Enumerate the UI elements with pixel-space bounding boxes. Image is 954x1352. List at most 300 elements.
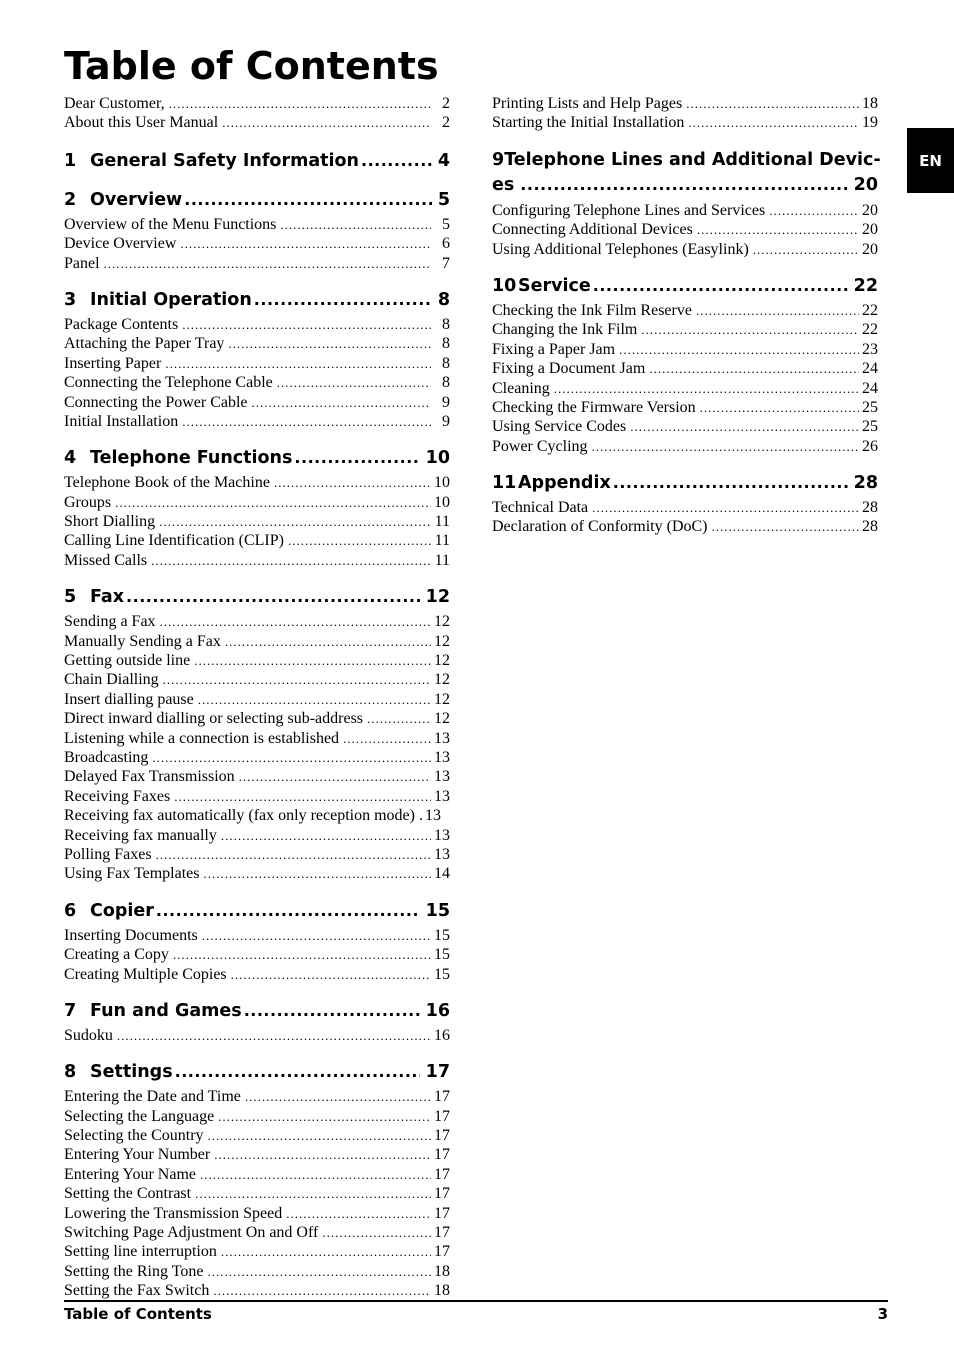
dot-leader [207,1262,431,1281]
dot-leader [182,315,431,334]
dot-leader [195,1184,431,1203]
toc-entry-label: Setting the Contrast [64,1185,192,1203]
toc-entry-page: 9 [442,393,450,411]
toc-entry-label: Delayed Fax Transmission [64,768,235,786]
toc-entry[interactable] [64,1126,450,1145]
chapter-number: 2 [64,189,77,210]
toc-entry-label: Sending a Fax [64,613,156,631]
toc-entry-page: 16 [434,1026,450,1044]
toc-entry[interactable] [492,398,878,417]
toc-entry-label: Calling Line Identification (CLIP) [64,532,284,550]
toc-entry-page: 13 [434,787,450,805]
toc-entry-label: Groups [64,493,112,511]
toc-entry[interactable] [64,651,450,670]
dot-leader [182,412,431,431]
toc-entry[interactable] [64,512,450,531]
dot-leader [343,729,431,748]
dot-leader [203,864,431,883]
toc-entry[interactable] [64,393,450,412]
dot-leader [184,188,432,212]
toc-entry[interactable] [64,945,450,964]
toc-entry[interactable] [64,493,450,512]
dot-leader [151,551,431,570]
toc-entry[interactable] [64,315,450,334]
chapter-title: Fax [90,587,125,608]
toc-entry-page: 17 [434,1165,450,1183]
chapter-number: 3 [64,289,77,310]
toc-entry-label: Entering Your Name [64,1165,196,1183]
toc-entry[interactable] [64,1262,450,1281]
dot-leader [156,845,431,864]
toc-entry-label: Creating a Copy [64,946,169,964]
toc-entry-label: Starting the Initial Installation [492,114,685,132]
chapter-number: 8 [64,1062,77,1083]
toc-entry[interactable] [492,301,878,320]
toc-entry[interactable] [64,767,450,786]
chapter-title: Appendix [518,473,611,494]
chapter-page: 5 [437,189,450,210]
toc-entry-page: 12 [434,690,450,708]
dot-leader [115,493,431,512]
toc-entry[interactable] [64,412,450,431]
dot-leader [169,94,431,113]
toc-entry[interactable] [64,845,450,864]
toc-entry-label: Inserting Documents [64,926,198,944]
toc-entry-page: 8 [442,374,450,392]
toc-entry-page: 22 [862,321,878,339]
toc-entry-label: Device Overview [64,235,177,253]
toc-entry[interactable] [492,498,878,517]
toc-chapter[interactable] [492,148,881,198]
toc-entry[interactable] [492,517,878,536]
toc-entry[interactable] [64,729,450,748]
toc-entry-page: 15 [434,965,450,983]
toc-entry[interactable] [64,632,450,651]
toc-entry-page: 18 [434,1282,450,1300]
toc-entry-page: 6 [442,235,450,253]
toc-entry-page: 12 [434,613,450,631]
toc-entry[interactable] [64,806,450,825]
chapter-page: 17 [425,1062,450,1083]
dot-leader [221,826,431,845]
chapter-number: 6 [64,900,77,921]
toc-entry[interactable] [64,334,450,353]
toc-entry-page: 13 [434,768,450,786]
toc-entry-label: Setting the Ring Tone [64,1262,204,1280]
toc-entry-label: Setting the Fax Switch [64,1282,210,1300]
dot-leader [361,149,432,173]
chapter-page: 20 [853,174,878,195]
footer-title: Table of Contents [64,1305,212,1323]
toc-entry-label: Dear Customer, [64,95,165,112]
dot-leader [280,215,431,234]
toc-entry-page: 12 [434,710,450,728]
toc-entry-label: Initial Installation [64,412,179,430]
toc-entry[interactable] [64,1223,450,1242]
dot-leader [277,373,431,392]
dot-leader [126,585,420,609]
footer-page-number: 3 [877,1305,888,1323]
toc-entry-page: 17 [434,1224,450,1242]
toc-entry-label: Receiving Faxes [64,787,171,805]
dot-leader [696,301,859,320]
dot-leader [244,999,420,1023]
toc-entry-label: About this User Manual [64,114,219,132]
dot-leader [712,517,860,536]
chapter-page: 4 [437,150,450,171]
footer-divider [64,1300,888,1302]
chapter-page: 15 [425,900,450,921]
toc-chapter[interactable] [64,149,450,173]
dot-leader [753,240,859,259]
toc-entry-label: Receiving fax manually [64,826,217,844]
toc-entry-label: Entering the Date and Time [64,1088,241,1106]
dot-leader [239,767,431,786]
toc-entry-label: Fixing a Document Jam [492,360,646,378]
toc-entry-page: 17 [434,1185,450,1203]
chapter-number: 9 [492,149,505,170]
chapter-number: 7 [64,1000,77,1021]
dot-leader [180,234,431,253]
toc-entry-page: 23 [862,340,878,358]
toc-entry[interactable] [64,551,450,570]
toc-entry-page: 13 [424,807,441,825]
toc-entry-page: 13 [434,748,450,766]
toc-entry-label: Manually Sending a Fax [64,632,221,650]
dot-leader [160,612,431,631]
dot-leader [613,471,848,495]
chapter-title: Copier [90,900,154,921]
toc-entry[interactable] [64,670,450,689]
toc-entry-page: 13 [434,729,450,747]
page-title: Table of Contents [64,44,439,88]
toc-entry-label: Selecting the Language [64,1107,215,1125]
toc-entry-label: Selecting the Country [64,1127,204,1145]
toc-entry-label: Configuring Telephone Lines and Services [492,201,766,219]
toc-entry-page: 13 [434,845,450,863]
toc-entry-page: 28 [862,518,878,536]
chapter-title-line [492,172,878,198]
toc-entry[interactable] [492,220,878,239]
toc-entry-label: Printing Lists and Help Pages [492,95,683,112]
toc-entry-label: Panel [64,254,100,272]
toc-entry[interactable] [64,787,450,806]
dot-leader [619,340,859,359]
toc-entry-page: 25 [862,398,878,416]
toc-entry-page: 17 [434,1204,450,1222]
toc-entry-label: Using Additional Telephones (Easylink) [492,240,749,258]
toc-chapter[interactable] [492,274,878,298]
toc-entry-page: 2 [442,114,450,132]
chapter-page: 16 [425,1000,450,1021]
page-footer [64,1304,888,1324]
toc-entry-label: Cleaning [492,379,550,397]
toc-entry[interactable] [64,113,450,132]
dot-leader [554,379,859,398]
dot-leader [208,1126,431,1145]
toc-entry-label: Telephone Book of the Machine [64,474,270,492]
chapter-title: Settings [90,1062,173,1083]
dot-leader [322,1223,431,1242]
toc-entry-label: Package Contents [64,315,179,333]
chapter-title: Telephone Functions [90,448,293,469]
toc-entry[interactable] [64,965,450,984]
dot-leader [592,498,859,517]
toc-entry[interactable] [492,359,878,378]
toc-entry[interactable] [492,437,878,456]
toc-entry[interactable] [64,354,450,373]
toc-entry-label: Broadcasting [64,748,149,766]
chapter-page: 12 [425,587,450,608]
toc-entry-label: Connecting the Power Cable [64,393,248,411]
toc-entry-page: 11 [434,513,450,531]
dot-leader [173,945,431,964]
toc-entry-page: 28 [862,499,878,517]
chapter-page: 28 [853,473,878,494]
toc-entry[interactable] [64,234,450,253]
toc-entry[interactable] [64,531,450,550]
toc-entry-page: 15 [434,946,450,964]
dot-leader [198,690,431,709]
toc-entry[interactable] [64,1184,450,1203]
toc-chapter[interactable] [492,471,878,495]
toc-entry[interactable] [64,864,450,883]
chapter-page: 22 [853,275,878,296]
toc-entry-label: Short Dialling [64,513,156,531]
toc-entry-page: 10 [434,493,450,511]
toc-entry[interactable] [64,826,450,845]
toc-entry-label: Using Fax Templates [64,865,200,883]
chapter-page: 8 [437,289,450,310]
dot-leader [152,748,431,767]
dot-leader [231,965,431,984]
toc-entry-label: Technical Data [492,499,589,517]
dot-leader [225,632,431,651]
dot-leader [104,254,431,273]
toc-chapter[interactable] [64,446,450,470]
toc-entry-label: Switching Page Adjustment On and Off [64,1224,319,1242]
toc-entry-label: Connecting Additional Devices [492,221,693,239]
chapter-title-line [492,148,881,172]
toc-entry-page: 12 [434,671,450,689]
toc-entry-page: 2 [442,95,450,112]
toc-entry-page: 8 [442,354,450,372]
dot-leader [117,1026,431,1045]
toc-entry[interactable] [64,473,450,492]
dot-leader [163,670,431,689]
toc-entry-label: Direct inward dialling or selecting sub-address [64,710,364,728]
chapter-title: Overview [90,189,183,210]
toc-entry-label: Sudoku [64,1026,113,1044]
dot-leader [200,1165,431,1184]
toc-entry-page: 20 [862,201,878,219]
chapter-title-continued: es [492,174,515,195]
toc-entry[interactable] [64,215,450,234]
toc-entry-page: 20 [862,240,878,258]
toc-entry-label: Polling Faxes [64,845,152,863]
toc-entry-label: Getting outside line [64,652,191,670]
toc-entry-page: 11 [434,551,450,569]
toc-entry-page: 11 [434,532,450,550]
toc-entry-page: 12 [434,652,450,670]
toc-entry-page: 26 [862,437,878,455]
dot-leader [254,288,432,312]
chapter-title: General Safety Information [90,150,359,171]
toc-entry[interactable] [64,1145,450,1164]
dot-leader [274,473,431,492]
dot-leader [228,334,431,353]
dot-leader [520,172,847,198]
toc-entry[interactable] [492,379,878,398]
toc-entry[interactable] [64,1281,450,1300]
chapter-title: Telephone Lines and Additional Devic- [504,149,881,170]
toc-entry[interactable] [492,201,878,220]
toc-entry-label: Changing the Ink Film [492,321,638,339]
dot-leader [159,512,431,531]
toc-chapter[interactable] [64,899,450,923]
toc-entry-label: Power Cycling [492,437,588,455]
dot-leader [697,220,859,239]
toc-entry[interactable] [64,94,450,113]
toc-entry-label: Checking the Ink Film Reserve [492,301,692,319]
toc-entry-page: 8 [442,315,450,333]
dot-leader [367,709,431,728]
toc-entry-label: Overview of the Menu Functions [64,215,277,233]
toc-chapter[interactable] [64,999,450,1023]
toc-entry-label: Missed Calls [64,551,148,569]
dot-leader [214,1145,431,1164]
toc-entry[interactable] [492,320,878,339]
dot-leader [213,1281,431,1300]
dot-leader [286,1204,431,1223]
dot-leader [641,320,859,339]
dot-leader [630,417,859,436]
dot-leader [202,926,431,945]
toc-entry[interactable] [64,612,450,631]
toc-entry[interactable] [64,254,450,273]
chapter-number: 10 [492,275,517,296]
dot-leader [156,899,420,923]
toc-entry-page: 18 [862,95,878,112]
toc-entry-page: 20 [862,221,878,239]
toc-entry-page: 9 [442,412,450,430]
toc-entry[interactable] [64,1026,450,1045]
toc-entry-page: 14 [434,865,450,883]
toc-entry-page: 22 [862,301,878,319]
toc-entry-page: 17 [434,1146,450,1164]
toc-entry-page: 15 [434,926,450,944]
toc-entry-page: 17 [434,1088,450,1106]
toc-entry-page: 17 [434,1107,450,1125]
dot-leader [769,201,859,220]
toc-entry[interactable] [492,340,878,359]
toc-entry[interactable] [492,113,878,132]
dot-leader [245,1087,431,1106]
toc-entry-label: Insert dialling pause [64,690,194,708]
chapter-page: 10 [425,448,450,469]
dot-leader [593,274,848,298]
language-tab: EN [907,128,954,193]
toc-entry-label: Listening while a connection is established [64,729,340,747]
chapter-number: 5 [64,587,77,608]
toc-entry-label: Setting line interruption [64,1243,217,1261]
dot-leader [218,1107,431,1126]
chapter-title: Initial Operation [90,289,252,310]
toc-entry[interactable] [64,690,450,709]
toc-entry-label: Using Service Codes [492,418,627,436]
toc-entry[interactable] [64,926,450,945]
toc-entry-page: 17 [434,1243,450,1261]
toc-entry-page: 12 [434,632,450,650]
dot-leader [649,359,859,378]
toc-entry-label: Chain Dialling [64,671,159,689]
toc-entry-label: Receiving fax automatically (fax only reception mode) . [64,807,423,825]
toc-left-column [64,94,450,1301]
dot-leader [175,1060,420,1084]
chapter-title: Fun and Games [90,1000,242,1021]
toc-entry-page: 5 [442,215,450,233]
chapter-number: 11 [492,473,517,494]
toc-chapter[interactable] [64,585,450,609]
dot-leader [174,787,431,806]
dot-leader [221,1242,431,1261]
dot-leader [700,398,859,417]
toc-entry[interactable] [64,1204,450,1223]
dot-leader [686,94,859,113]
dot-leader [194,651,431,670]
toc-right-column [492,94,881,537]
toc-entry-label: Entering Your Number [64,1146,211,1164]
toc-entry[interactable] [64,1107,450,1126]
toc-entry[interactable] [492,94,878,113]
toc-entry-page: 24 [862,360,878,378]
dot-leader [688,113,859,132]
toc-entry-page: 25 [862,418,878,436]
toc-entry[interactable] [64,1087,450,1106]
toc-chapter[interactable] [64,288,450,312]
toc-entry[interactable] [492,240,878,259]
toc-entry[interactable] [492,417,878,436]
toc-chapter[interactable] [64,188,450,212]
dot-leader [165,354,431,373]
toc-entry-page: 10 [434,474,450,492]
toc-entry-page: 17 [434,1127,450,1145]
toc-entry[interactable] [64,709,450,728]
toc-entry-page: 24 [862,379,878,397]
toc-entry[interactable] [64,373,450,392]
toc-entry[interactable] [64,748,450,767]
dot-leader [222,113,431,132]
toc-entry-page: 19 [862,114,878,132]
toc-entry-page: 18 [434,1262,450,1280]
toc-entry[interactable] [64,1242,450,1261]
toc-entry[interactable] [64,1165,450,1184]
toc-entry-label: Checking the Firmware Version [492,398,696,416]
dot-leader [592,437,859,456]
toc-entry-page: 8 [442,335,450,353]
toc-chapter[interactable] [64,1060,450,1084]
toc-entry-label: Attaching the Paper Tray [64,335,225,353]
toc-entry-label: Fixing a Paper Jam [492,340,616,358]
toc-entry-label: Connecting the Telephone Cable [64,374,273,392]
dot-leader [288,531,431,550]
toc-entry-label: Declaration of Conformity (DoC) [492,518,708,536]
chapter-number: 4 [64,448,77,469]
toc-entry-label: Lowering the Transmission Speed [64,1204,283,1222]
toc-entry-page: 13 [434,826,450,844]
chapter-title: Service [518,275,591,296]
dot-leader [294,446,419,470]
